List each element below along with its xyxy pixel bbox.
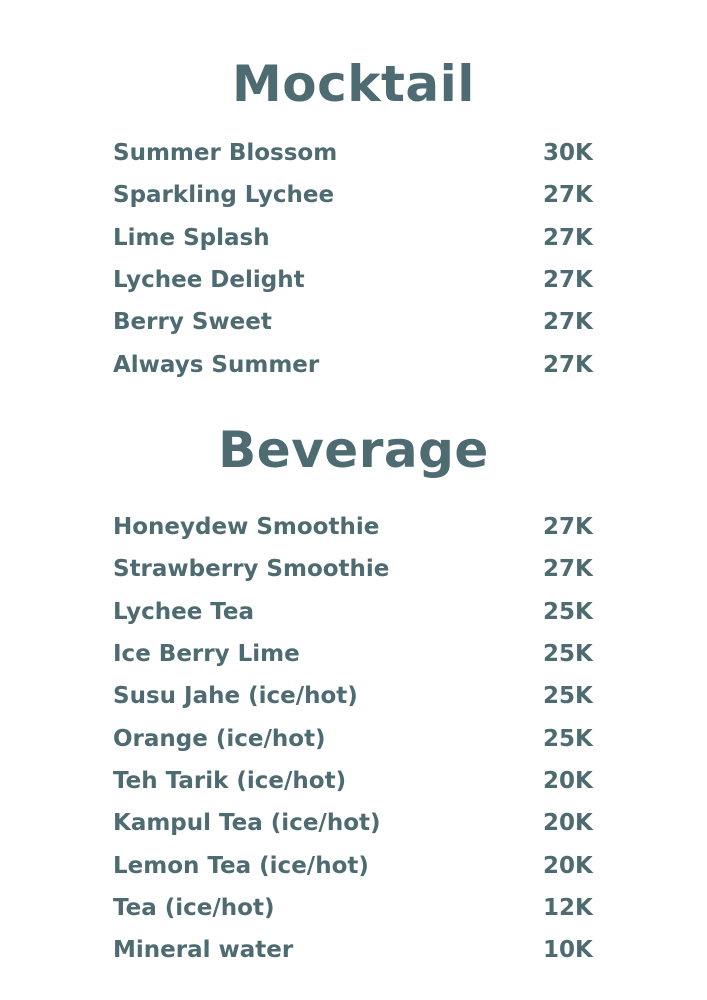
menu-item-price: 25K [543,725,593,752]
menu-item-name: Mineral water [113,937,294,964]
menu-item-name: Teh Tarik (ice/hot) [113,767,347,794]
menu-item-name: Honeydew Smoothie [113,514,380,541]
menu-item-price: 27K [543,351,593,378]
menu-item-row [113,844,593,886]
menu-item-price: 27K [543,224,593,251]
menu-item-price: 25K [543,598,593,625]
menu-item-row [113,217,593,259]
mocktail-section-title: Mocktail [232,55,475,113]
menu-item-name: Lychee Delight [113,267,305,294]
menu-item-name: Tea (ice/hot) [113,894,275,921]
menu-item-price: 20K [543,810,593,837]
menu-item-row [113,633,593,675]
menu-item-row [113,506,593,548]
menu-item-name: Always Summer [113,351,320,378]
menu-item-name: Kampul Tea (ice/hot) [113,810,381,837]
menu-item-row [113,132,593,174]
menu-item-name: Lemon Tea (ice/hot) [113,852,369,879]
menu-item-name: Berry Sweet [113,309,272,336]
menu-item-name: Lychee Tea [113,598,255,625]
menu-item-price: 25K [543,641,593,668]
menu-item-row [113,717,593,759]
menu-item-price: 25K [543,683,593,710]
menu-item-row [113,591,593,633]
menu-item-name: Ice Berry Lime [113,641,300,668]
menu-item-name: Strawberry Smoothie [113,556,390,583]
menu-item-price: 27K [543,556,593,583]
menu-item-row [113,887,593,929]
menu-item-price: 20K [543,767,593,794]
mocktail-menu-list [113,132,593,386]
beverage-section-title: Beverage [218,421,489,479]
menu-item-row [113,929,593,971]
menu-item-row [113,802,593,844]
menu-item-price: 27K [543,182,593,209]
menu-item-name: Sparkling Lychee [113,182,335,209]
menu-item-name: Orange (ice/hot) [113,725,326,752]
menu-item-row [113,259,593,301]
menu-item-price: 27K [543,309,593,336]
menu-item-price: 27K [543,514,593,541]
menu-item-row [113,301,593,343]
menu-item-price: 30K [543,140,593,167]
menu-item-name: Summer Blossom [113,140,338,167]
menu-item-row [113,174,593,216]
menu-item-row [113,548,593,590]
menu-item-price: 10K [543,937,593,964]
menu-item-price: 12K [543,894,593,921]
menu-item-row [113,343,593,385]
menu-item-row [113,760,593,802]
menu-item-price: 27K [543,267,593,294]
menu-item-price: 20K [543,852,593,879]
menu-item-name: Susu Jahe (ice/hot) [113,683,358,710]
menu-item-row [113,675,593,717]
menu-item-name: Lime Splash [113,224,270,251]
beverage-menu-list [113,506,593,971]
